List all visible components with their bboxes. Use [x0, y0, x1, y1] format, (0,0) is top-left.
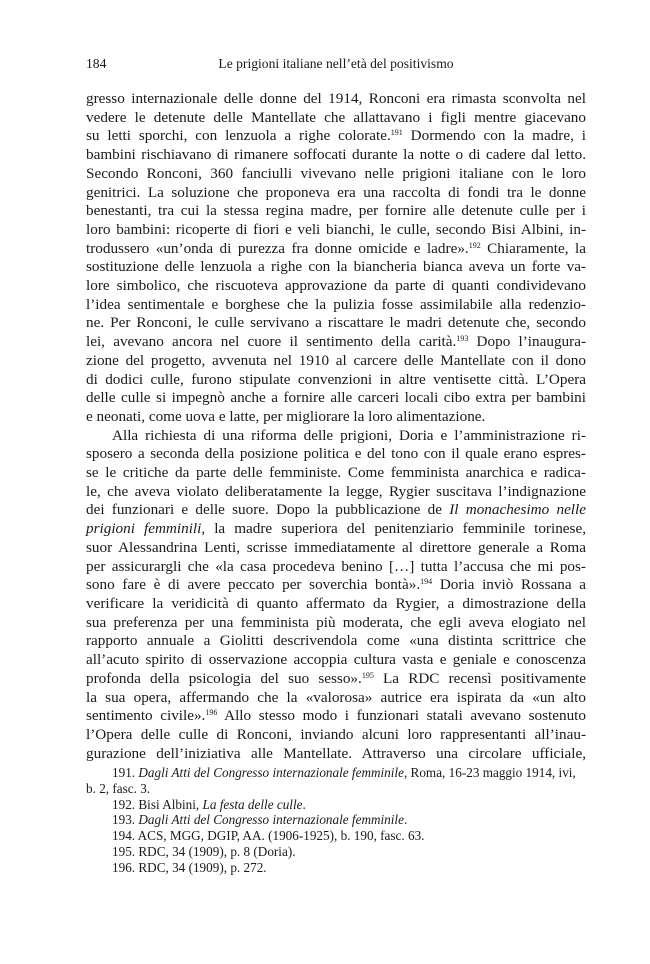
text-line: rapporto annuale a Giolitti descrivendola come «una distinta scrittrice che	[86, 632, 586, 650]
footnote-195: 195. RDC, 34 (1909), p. 8 (Doria).	[112, 843, 296, 859]
footnote-194: 194. ACS, MGG, DGIP, AA. (1906-1925), b. 190, fasc. 63.	[112, 828, 425, 844]
text-line: suor Alessandrina Lenti, scrisse immediatamente al direttore generale a Roma	[86, 538, 586, 556]
footnote-191: 191. Dagli Atti del Congresso internazionale femminile, Roma, 16-23 maggio 1914, ivi,	[112, 765, 576, 780]
footnote-ref-191[interactable]: 191	[390, 128, 403, 138]
text-line: se le critiche da parte delle femministe. Come femminista anarchica e radica-	[86, 464, 586, 482]
text-line: su letti sporchi, con lenzuola a righe colorate.$^{191}$ Dormendo con la madre, i	[86, 127, 586, 145]
text-line: sostituzione delle lenzuola a righe con la biancheria bianca aveva un forte va-	[86, 258, 586, 276]
paragraph-last-line: e neonati, come uova e latte, per migliorare la loro alimentazione.	[86, 407, 486, 425]
text-line: le, che aveva violato deliberatamente la legge, Rygier suscitava l’indignazione	[86, 482, 586, 500]
footnote-192: 192. Bisi Albini, La festa delle culle.	[112, 796, 306, 812]
text-line: verificare la veridicità di quanto affermato da Rygier, a dimostrazione della	[86, 594, 586, 612]
text-line: bambini rischiavano di rimanere soffocati durante la notte o di cadere dal letto.	[86, 146, 586, 164]
text-line: delle culle si impegnò anche a fornire alle carceri locali cibo extra per bambini	[86, 389, 586, 407]
main-text	[86, 90, 586, 763]
text-line: ne. Per Ronconi, le culle servivano a riscattare le madri detenute che, secondo	[86, 314, 586, 332]
footnote-196: 196. RDC, 34 (1909), p. 272.	[112, 859, 267, 875]
text-line: lore simbolico, che riscuoteva approvazione da parte di quanti condividevano	[86, 277, 586, 295]
text-line: all’acuto spirito di osservazione accoppia cultura vasta e geniale e conoscenza	[86, 651, 586, 669]
footnote-ref-194[interactable]: 194	[420, 577, 433, 587]
text-line: zione del progetto, avvenuta nel 1910 al carcere delle Mantellate con il dono	[86, 351, 586, 369]
text-line: loro bambini: ricoperte di fiori e veli bianchi, le culle, secondo Bisi Albini, in-	[86, 220, 586, 238]
book-title-italic: Il monachesimo nelle	[449, 501, 586, 519]
text-line: la sua opera, affermando che la «valorosa» autrice era ispirata da «un alto	[86, 688, 586, 706]
text-line: di dodici culle, furono stipulate convenzioni in altre ventisette città. L’Opera	[86, 370, 586, 388]
text-line: lei, avevano ancora nel cuore il sentimento della carità.$^{193}$ Dopo l’inaugura-	[86, 333, 586, 351]
text-line: Secondo Ronconi, 360 fanciulli vivevano nelle prigioni italiane con le loro	[86, 164, 586, 182]
footnote-191-continued: b. 2, fasc. 3.	[86, 780, 151, 796]
text-line: sua preferenza per una femminista più moderata, che egli aveva elogiato nel	[86, 613, 586, 631]
paragraph-first-line: Alla richiesta di una riforma delle prigioni, Doria e l’amministrazione ri-	[112, 426, 586, 444]
page-number: 184	[86, 56, 107, 71]
text-line: gurazione dell’iniziativa alle Mantellate. Attraverso una circolare ufficiale,	[86, 744, 586, 762]
text-line: gresso internazionale delle donne del 1914, Ronconi era rimasta sconvolta nel	[86, 90, 586, 107]
footnotes	[86, 765, 586, 876]
text-line: l’idea sentimentale e borghese che la pulizia fosse assimilabile alla redenzio-	[86, 295, 586, 313]
text-line: per assicurargli che «la casa procedeva benino […] tutta l’accusa che mi pos-	[86, 557, 586, 575]
footnote-ref-193[interactable]: 193	[456, 334, 469, 344]
text-line: sentimento civile».$^{196}$ Allo stesso modo i funzionari statali avevano sostenuto	[86, 707, 586, 725]
text-line: prigioni femminili, la madre superiora del penitenziario femminile torinese,	[86, 520, 586, 538]
text-line: sposero a seconda della posizione politica e del tono con il quale erano espres-	[86, 445, 586, 463]
running-title: Le prigioni italiane nell’età del positivismo	[218, 56, 454, 71]
footnote-193: 193. Dagli Atti del Congresso internazionale femminile.	[112, 812, 408, 828]
footnote-ref-196[interactable]: 196	[205, 708, 218, 718]
footnote-ref-192[interactable]: 192	[468, 240, 481, 250]
text-line: dei funzionari e delle suore. Dopo la pubblicazione de Il monachesimo nelle	[86, 501, 586, 519]
running-head	[86, 56, 586, 78]
text-line: benestanti, tra cui la stessa regina madre, per fornire alle detenute culle per i	[86, 202, 586, 220]
text-line: trodussero «un’onda di purezza fra donne omicide e ladre».$^{192}$ Chiaramente, la	[86, 239, 586, 257]
text-line: genitrici. La soluzione che proponeva era una raccolta di fondi tra le donne	[86, 183, 586, 201]
text-line: profonda della psicologia del suo sesso».$^{195}$ La RDC recensì positivamente	[86, 669, 587, 687]
footnote-ref-195[interactable]: 195	[361, 670, 374, 680]
book-title-italic: prigioni femminili	[86, 520, 202, 538]
text-line: sono fare è di avere peccato per soverchia bontà».$^{194}$ Doria inviò Rossana a	[86, 576, 586, 594]
text-line: l’Opera delle culle di Ronconi, inviando alcuni loro rappresentanti all’inau-	[86, 725, 586, 743]
text-line: vedere le detenute delle Mantellate che allattavano i figli mentre giacevano	[86, 108, 586, 126]
